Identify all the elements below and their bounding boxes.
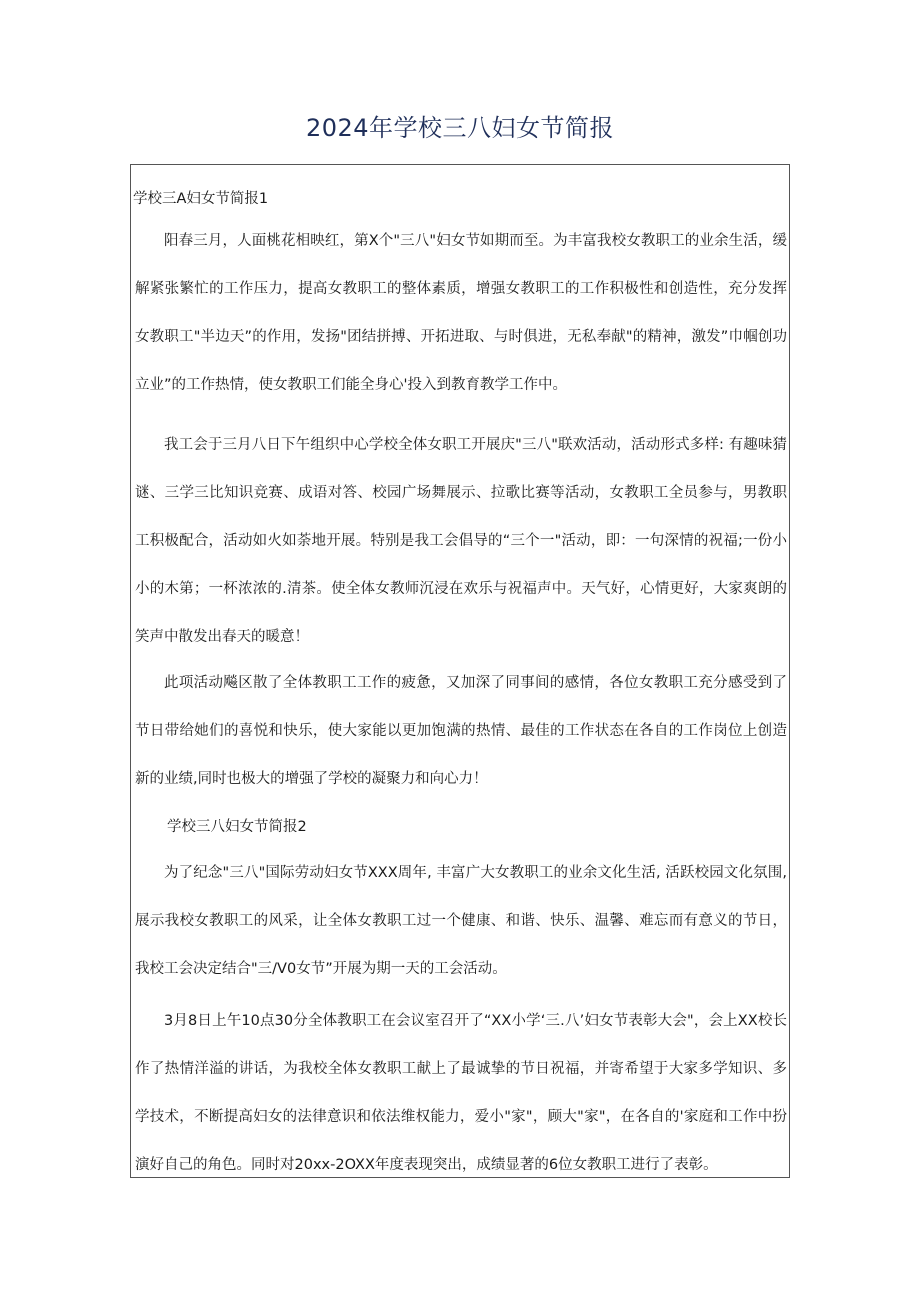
content-box: [130, 164, 790, 1178]
section-2-paragraph-1: 为了纪念"三八"国际劳动妇女节XXX周年, 丰富广大女教职工的业余文化生活, 活跃校园文化氛围, 展示我校女教职工的风采，让全体女教职工过一个健康、和谐、快乐、温馨、难忘而有意义的节日，我校工会决定结合"三/V0女节”开展为期一天的工会活动。: [135, 865, 787, 977]
section-heading-2: 学校三八妇女节简报2: [167, 819, 307, 835]
document-title: 2024年学校三八妇女节简报: [305, 114, 615, 142]
section-1-paragraph-3: 此项活动飚区散了全体教职工工作的疲惫，又加深了同事间的感情，各位女教职工充分感受到了节日带给她们的喜悦和快乐，使大家能以更加饱满的热情、最佳的工作状态在各自的工作岗位上创造新的业绩,同时也极大的增强了学校的凝聚力和向心力！: [135, 675, 787, 787]
section-2-paragraph-2: 3月8日上午10点30分全体教职工在会议室召开了“XX小学‘三.八’妇女节表彰大会"，会上XX校长作了热情洋溢的讲话，为我校全体女教职工献上了最诚挚的节日祝福，并寄希望于大家多学知识、多学技术，不断提高妇女的法律意识和依法维权能力，爱小"家"，顾大"家"，在各自的'家庭和工作中扮演好自己的角色。同时对20xx-2OXX年度表现突出，成绩显著的6位女教职工进行了表彰。: [135, 1013, 787, 1173]
section-1-paragraph-1: 阳春三月，人面桃花相映红，第X个"三八"妇女节如期而至。为丰富我校女教职工的业余生活，缓解紧张繁忙的工作压力，提高女教职工的整体素质，增强女教职工的工作积极性和创造性，充分发挥女教职工"半边天”的作用，发扬"团结拼搏、开拓进取、与时俱进，无私奉献"的精神，激发”巾帼创功立业”的工作热情，使女教职工们能全身心'投入到教育教学工作中。: [135, 233, 787, 393]
section-heading-1: 学校三A妇女节简报1: [133, 191, 269, 207]
section-1-paragraph-2: 我工会于三月八日下午组织中心学校全体女职工开展庆"三八"联欢活动，活动形式多样: 有趣味猜谜、三学三比知识竞赛、成语对答、校园广场舞展示、拉歌比赛等活动，女教职工全员参与，男教职工积极配合，活动如火如荼地开展。特别是我工会倡导的“三个一"活动，即：一句深情的祝福;一份小小的木第；一杯浓浓的.清茶。使全体女教师沉浸在欢乐与祝福声中。天气好，心情更好，大家爽朗的笑声中散发出春天的暖意！: [135, 437, 787, 645]
